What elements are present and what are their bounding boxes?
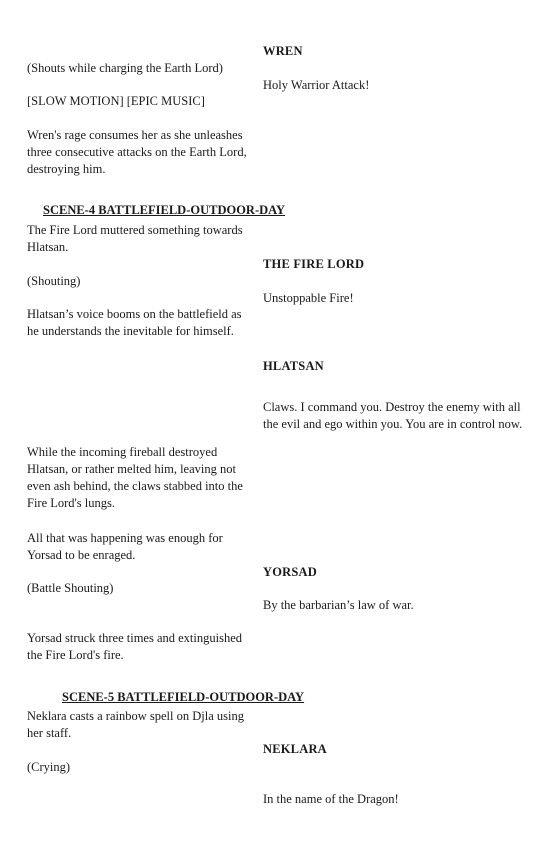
character-yorsad: YORSAD — [263, 565, 317, 579]
dialogue-yorsad: By the barbarian’s law of war. — [263, 598, 414, 612]
character-hlatsan: HLATSAN — [263, 359, 324, 373]
parenthetical-shouting: (Shouting) — [27, 274, 81, 288]
character-wren: WREN — [263, 44, 303, 58]
parenthetical-crying: (Crying) — [27, 760, 71, 774]
direction-slow-motion: [SLOW MOTION] [EPIC MUSIC] — [27, 94, 205, 108]
dialogue-fire-lord: Unstoppable Fire! — [263, 291, 354, 305]
scene-heading-4: SCENE-4 BATTLEFIELD-OUTDOOR-DAY — [43, 202, 286, 217]
dialogue-wren: Holy Warrior Attack! — [263, 78, 370, 92]
action-fire-lord-mutters: The Fire Lord muttered something towards Hlatsan. — [27, 223, 243, 254]
action-wren-rage: Wren's rage consumes her as she unleashes three consecutive attacks on the Earth Lord, destroying him. — [27, 128, 247, 176]
scene-heading-5: SCENE-5 BATTLEFIELD-OUTDOOR-DAY — [62, 689, 305, 704]
parenthetical-wren: (Shouts while charging the Earth Lord) — [27, 61, 223, 75]
character-fire-lord: THE FIRE LORD — [263, 257, 365, 271]
action-fireball: While the incoming fireball destroyed Hlatsan, or rather melted him, leaving not even ash behind, the claws stabbed into the Fire Lord's lungs. — [27, 445, 243, 510]
action-yorsad-strikes: Yorsad struck three times and extinguished the Fire Lord's fire. — [27, 631, 243, 662]
parenthetical-battle-shouting: (Battle Shouting) — [27, 581, 114, 595]
dialogue-neklara: In the name of the Dragon! — [263, 792, 399, 806]
action-neklara-spell: Neklara casts a rainbow spell on Djla using her staff. — [27, 709, 244, 740]
action-yorsad-enraged: All that was happening was enough for Yorsad to be enraged. — [27, 531, 223, 562]
dialogue-hlatsan: Claws. I command you. Destroy the enemy with all the evil and ego within you. You are in control now. — [263, 400, 523, 431]
action-hlatsan-voice: Hlatsan’s voice booms on the battlefield as he understands the inevitable for himself. — [27, 307, 242, 338]
character-neklara: NEKLARA — [263, 742, 327, 756]
